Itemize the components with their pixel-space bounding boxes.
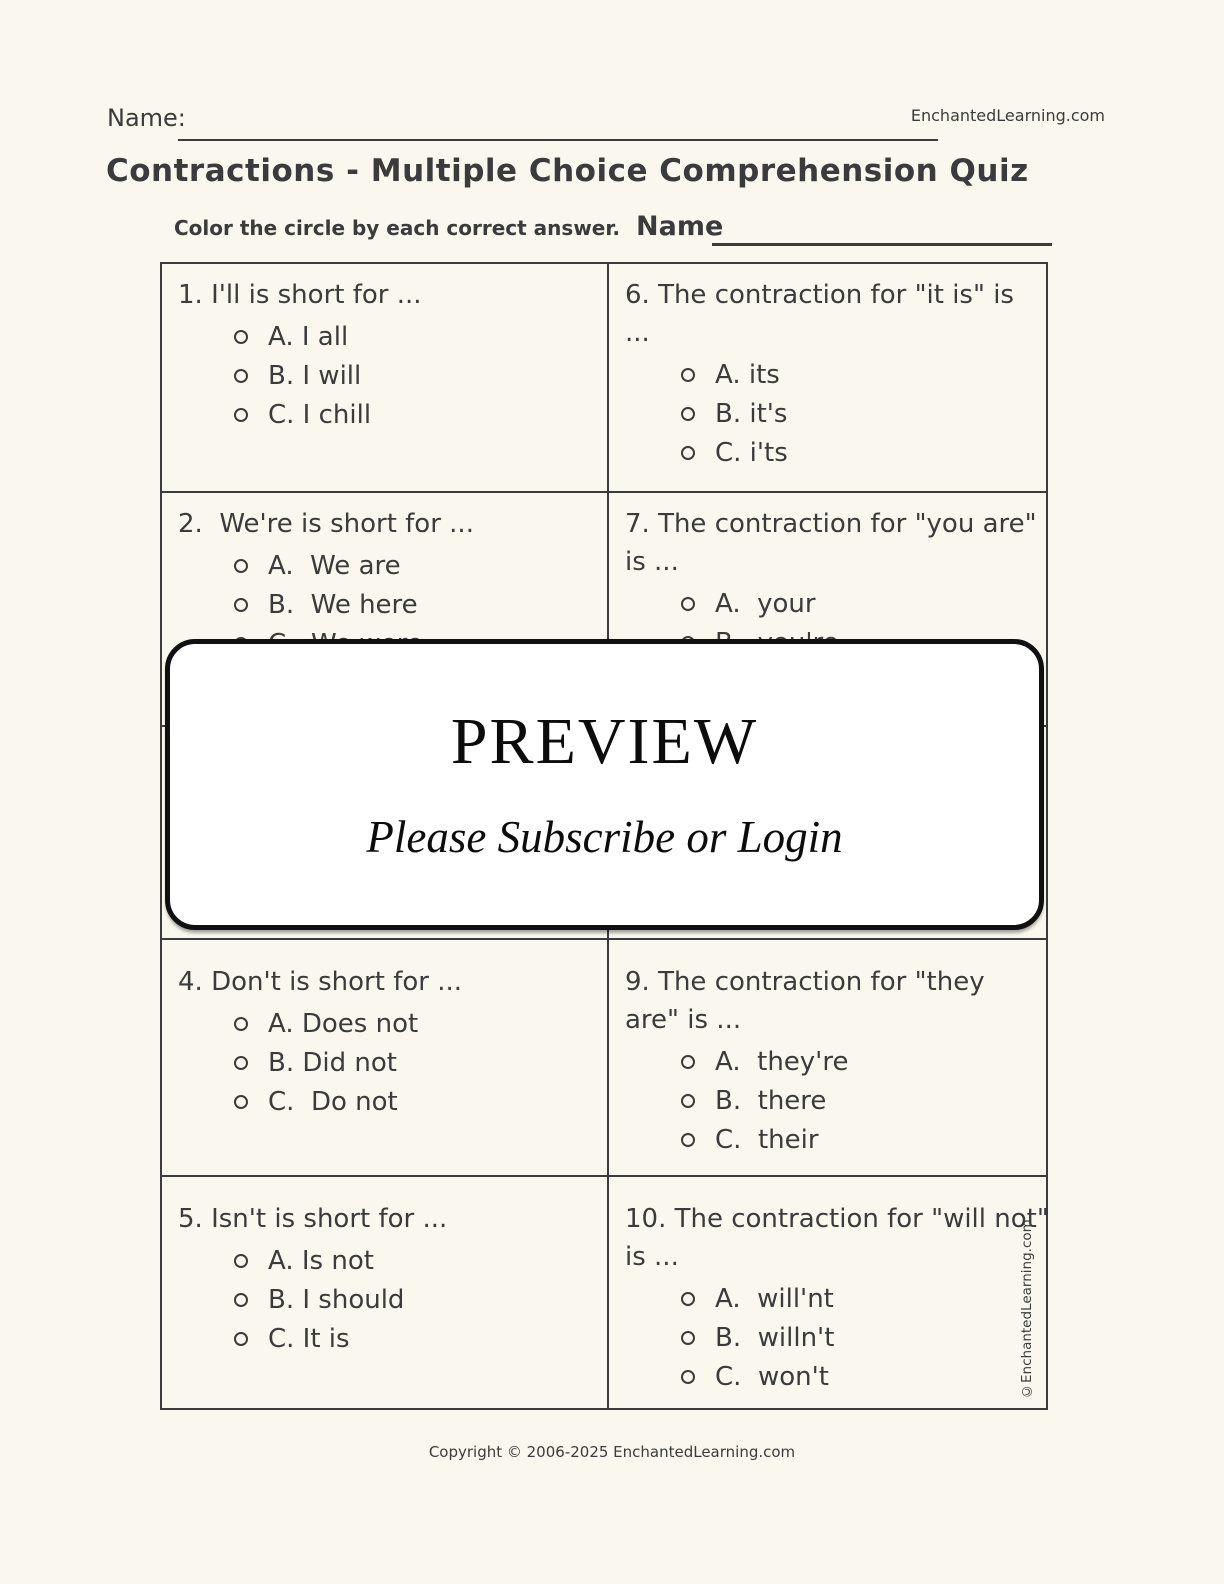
answer-circle-icon[interactable] bbox=[234, 1095, 248, 1109]
preview-title: PREVIEW bbox=[450, 705, 759, 778]
answer-circle-icon[interactable] bbox=[681, 446, 695, 460]
answer-circle-icon[interactable] bbox=[681, 1133, 695, 1147]
question-6-text-line2: ... bbox=[625, 318, 650, 348]
option-label: A. We are bbox=[268, 550, 401, 581]
question-cell-6 bbox=[609, 264, 1046, 493]
question-cell-5 bbox=[162, 1177, 609, 1408]
answer-option[interactable] bbox=[234, 1280, 601, 1319]
option-label: C. their bbox=[715, 1124, 819, 1155]
question-10-text: 10. The contraction for "will not" bbox=[625, 1204, 1049, 1234]
instruction-text: Color the circle by each correct answer. bbox=[174, 216, 620, 240]
copyright-footer: Copyright © 2006-2025 EnchantedLearning.com bbox=[428, 1443, 796, 1461]
option-label: A. will'nt bbox=[715, 1283, 834, 1314]
name-label: Name: bbox=[107, 104, 186, 132]
answer-option[interactable] bbox=[234, 1043, 601, 1082]
name-field-label: Name bbox=[636, 211, 724, 242]
question-4-text: 4. Don't is short for ... bbox=[178, 967, 463, 997]
answer-circle-icon[interactable] bbox=[234, 1332, 248, 1346]
answer-option[interactable] bbox=[681, 1081, 1040, 1120]
option-label: B. there bbox=[715, 1085, 827, 1116]
question-cell-1 bbox=[162, 264, 609, 493]
answer-option[interactable] bbox=[234, 1319, 601, 1358]
preview-overlay bbox=[165, 639, 1044, 930]
option-label: C. i'ts bbox=[715, 437, 788, 468]
option-label: C. I chill bbox=[268, 399, 372, 430]
answer-option[interactable] bbox=[234, 1241, 601, 1280]
option-label: B. We here bbox=[268, 589, 418, 620]
answer-circle-icon[interactable] bbox=[681, 597, 695, 611]
option-label: C. It is bbox=[268, 1323, 350, 1354]
name-input-line[interactable] bbox=[178, 139, 938, 141]
question-6-text: 6. The contraction for "it is" is bbox=[625, 280, 1014, 310]
answer-option[interactable] bbox=[234, 317, 601, 356]
answer-option[interactable] bbox=[681, 355, 1040, 394]
option-label: A. its bbox=[715, 359, 780, 390]
answer-circle-icon[interactable] bbox=[681, 1292, 695, 1306]
question-5-text: 5. Isn't is short for ... bbox=[178, 1204, 448, 1234]
answer-option[interactable] bbox=[234, 546, 601, 585]
answer-option[interactable] bbox=[681, 1279, 1040, 1318]
answer-circle-icon[interactable] bbox=[234, 330, 248, 344]
answer-option[interactable] bbox=[234, 395, 601, 434]
option-label: C. Do not bbox=[268, 1086, 398, 1117]
site-name: EnchantedLearning.com bbox=[910, 106, 1105, 125]
answer-option[interactable] bbox=[681, 1120, 1040, 1159]
vertical-copyright: ©EnchantedLearning.com bbox=[1019, 1219, 1035, 1399]
option-label: A. I all bbox=[268, 321, 349, 352]
answer-option[interactable] bbox=[681, 1318, 1040, 1357]
question-1-text: 1. I'll is short for ... bbox=[178, 280, 422, 310]
answer-circle-icon[interactable] bbox=[234, 598, 248, 612]
option-label: B. willn't bbox=[715, 1322, 835, 1353]
question-9-text: 9. The contraction for "they bbox=[625, 967, 985, 997]
answer-circle-icon[interactable] bbox=[234, 1293, 248, 1307]
answer-circle-icon[interactable] bbox=[234, 1254, 248, 1268]
answer-option[interactable] bbox=[681, 394, 1040, 433]
answer-circle-icon[interactable] bbox=[681, 407, 695, 421]
answer-option[interactable] bbox=[681, 1357, 1040, 1396]
answer-option[interactable] bbox=[234, 356, 601, 395]
question-7-text: 7. The contraction for "you are" bbox=[625, 509, 1037, 539]
answer-option[interactable] bbox=[681, 1042, 1040, 1081]
question-cell-9 bbox=[609, 940, 1046, 1177]
option-label: A. your bbox=[715, 588, 816, 619]
answer-circle-icon[interactable] bbox=[681, 1094, 695, 1108]
question-9-text-line2: are" is ... bbox=[625, 1005, 742, 1035]
question-2-text: 2. We're is short for ... bbox=[178, 509, 474, 539]
answer-circle-icon[interactable] bbox=[234, 1017, 248, 1031]
option-label: A. Is not bbox=[268, 1245, 374, 1276]
question-10-text-line2: is ... bbox=[625, 1242, 679, 1272]
preview-subscribe-login-message[interactable]: Please Subscribe or Login bbox=[366, 812, 843, 862]
option-label: B. I will bbox=[268, 360, 362, 391]
answer-circle-icon[interactable] bbox=[681, 1055, 695, 1069]
answer-circle-icon[interactable] bbox=[234, 559, 248, 573]
answer-circle-icon[interactable] bbox=[234, 408, 248, 422]
option-label: B. Did not bbox=[268, 1047, 397, 1078]
option-label: B. I should bbox=[268, 1284, 405, 1315]
answer-option[interactable] bbox=[681, 433, 1040, 472]
option-label: A. they're bbox=[715, 1046, 849, 1077]
question-cell-4 bbox=[162, 940, 609, 1177]
name-field-input-line[interactable] bbox=[712, 243, 1052, 246]
option-label: B. it's bbox=[715, 398, 788, 429]
option-label: A. Does not bbox=[268, 1008, 419, 1039]
answer-option[interactable] bbox=[234, 1004, 601, 1043]
question-7-text-line2: is ... bbox=[625, 547, 679, 577]
answer-option[interactable] bbox=[234, 1082, 601, 1121]
page-title: Contractions - Multiple Choice Comprehension Quiz bbox=[106, 153, 1029, 189]
option-label: C. won't bbox=[715, 1361, 829, 1392]
answer-circle-icon[interactable] bbox=[681, 1370, 695, 1384]
answer-circle-icon[interactable] bbox=[234, 1056, 248, 1070]
answer-circle-icon[interactable] bbox=[681, 1331, 695, 1345]
answer-circle-icon[interactable] bbox=[681, 368, 695, 382]
answer-circle-icon[interactable] bbox=[234, 369, 248, 383]
answer-option[interactable] bbox=[681, 584, 1040, 623]
question-cell-10 bbox=[609, 1177, 1049, 1408]
answer-option[interactable] bbox=[234, 585, 601, 624]
